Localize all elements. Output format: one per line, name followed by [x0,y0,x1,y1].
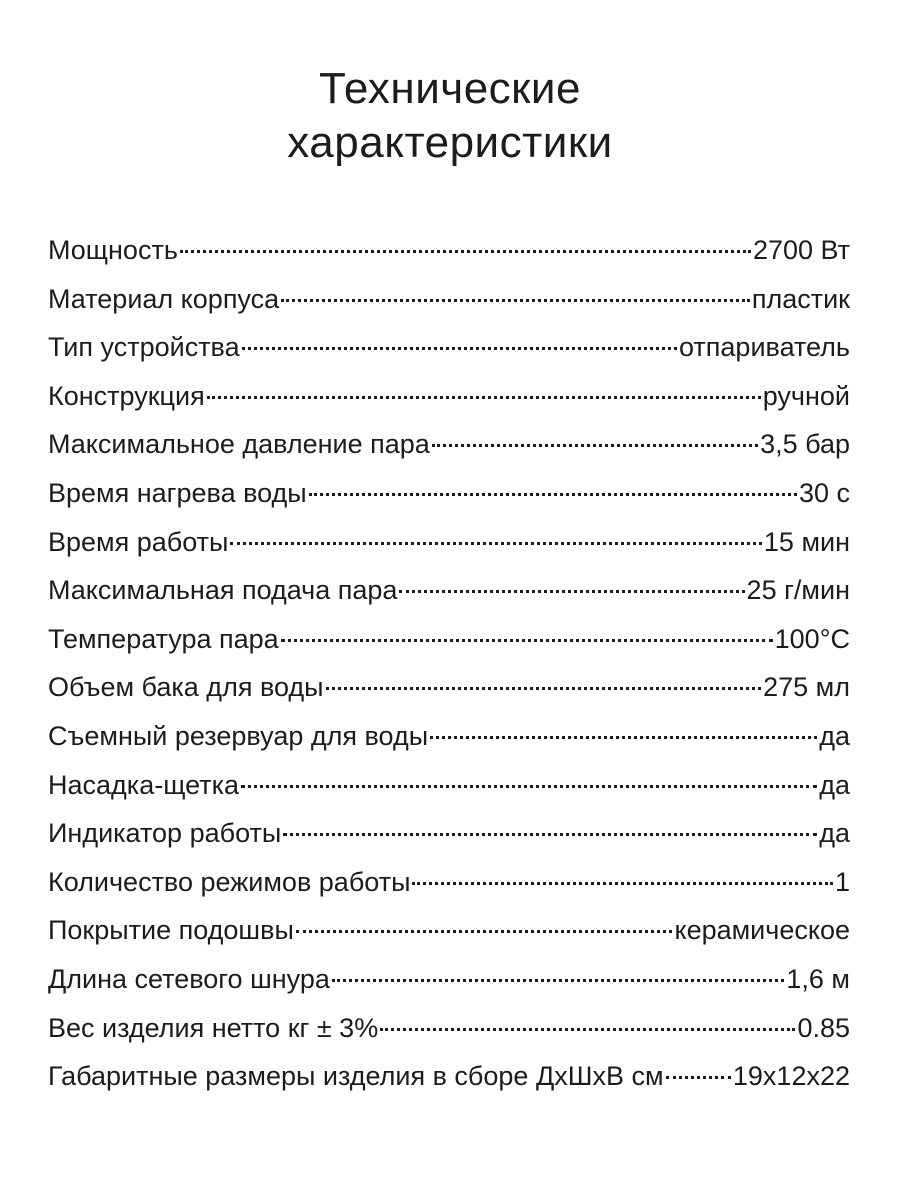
spec-row-power-indicator [48,809,850,858]
dot-leader [430,716,817,739]
dot-leader [412,862,832,885]
spec-value: да [819,818,850,849]
spec-row-mode-count [48,858,850,907]
spec-label: Максимальное давление пара [48,429,430,460]
dot-leader [432,424,758,447]
spec-label: Материал корпуса [48,283,280,314]
spec-value: да [819,720,850,751]
spec-label: Покрытие подошвы [48,915,294,946]
dot-leader [296,910,673,933]
dot-leader [399,570,744,593]
spec-row-soleplate-coating [48,906,850,955]
spec-label: Количество режимов работы [48,866,411,897]
spec-label: Вес изделия нетто кг ± 3% [48,1012,379,1043]
dot-leader [332,959,785,982]
dot-leader [326,667,762,690]
spec-label: Время работы [48,526,229,557]
spec-row-operating-time [48,518,850,567]
spec-label: Габаритные размеры изделия в сборе ДхШхВ см [48,1061,664,1092]
spec-label: Тип устройства [48,332,240,363]
spec-value: 2700 Вт [752,235,850,265]
spec-value: 1,6 м [786,963,850,994]
spec-value: 19x12x22 [732,1061,850,1092]
spec-label: Насадка-щетка [48,769,240,800]
spec-label: Температура пара [48,623,279,654]
spec-label: Съемный резервуар для воды [48,720,429,751]
dot-leader [241,765,817,788]
spec-label: Объем бака для воды [48,672,324,703]
spec-value: 3,5 бар [760,429,850,460]
spec-label: Максимальная подача пара [48,575,398,606]
spec-label: Длина сетевого шнура [48,963,330,994]
spec-value: 1 [834,866,850,897]
spec-row-construction [48,372,850,421]
spec-value: 100°С [774,623,850,654]
spec-value: отпариватель [679,332,850,363]
spec-row-power [48,226,850,275]
spec-value: 0.85 [797,1012,850,1043]
spec-row-tank-volume [48,663,850,712]
dot-leader [283,813,817,836]
spec-row-device-type [48,323,850,372]
spec-value: 30 с [798,477,850,508]
dot-leader [242,327,677,350]
spec-label: Время нагрева воды [48,477,307,508]
spec-row-max-steam-output [48,566,850,615]
dot-leader [666,1056,731,1079]
spec-value: пластик [751,283,850,314]
spec-row-cord-length [48,955,850,1004]
spec-row-max-steam-pressure [48,420,850,469]
spec-value: 25 г/мин [746,575,850,606]
spec-value: 15 мин [763,526,850,557]
spec-row-net-weight [48,1004,850,1053]
spec-value: керамическое [674,915,850,946]
dot-leader [180,230,751,253]
dot-leader [207,376,761,399]
spec-row-removable-tank [48,712,850,761]
spec-row-brush-attachment [48,761,850,810]
spec-list [48,226,850,1101]
spec-value: ручной [762,380,850,411]
spec-row-steam-temperature [48,615,850,664]
page-title-line-2: характеристики [287,118,613,167]
spec-label: Мощность [48,235,178,265]
spec-row-dimensions [48,1052,850,1101]
dot-leader [380,1008,795,1031]
spec-label: Индикатор работы [48,818,282,849]
page-title [0,62,900,170]
page-title-line-1: Технические [319,64,581,113]
spec-value: 275 мл [763,672,850,703]
spec-row-heat-up-time [48,469,850,518]
dot-leader [230,522,761,545]
spec-value: да [819,769,850,800]
dot-leader [281,619,773,642]
dot-leader [309,473,797,496]
dot-leader [281,279,750,302]
spec-label: Конструкция [48,380,205,411]
spec-row-body-material [48,275,850,324]
